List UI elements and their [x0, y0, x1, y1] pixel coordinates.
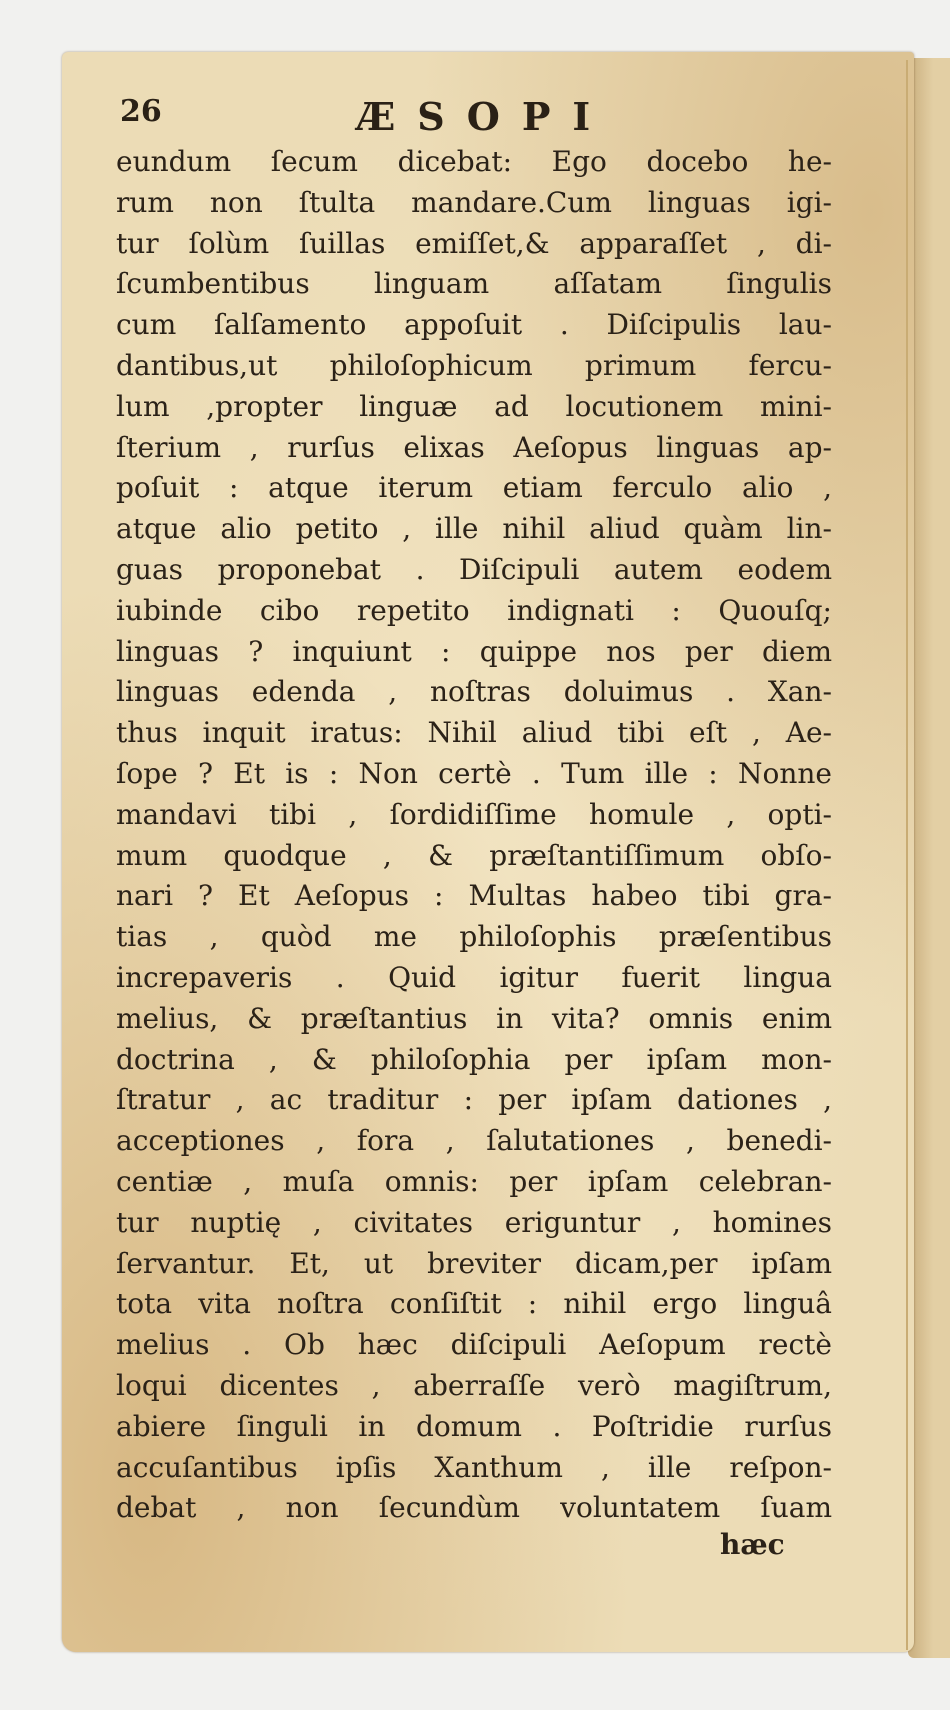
text-line: ſtratur , ac traditur : per ipſam dationes ,	[116, 1083, 832, 1117]
text-line: increpaveris . Quid igitur fuerit lingua	[116, 960, 832, 994]
text-line: ſterium , rurſus elixas Aeſopus linguas ap-	[116, 430, 832, 464]
text-line: linguas edenda , noſtras doluimus . Xan-	[116, 675, 832, 709]
text-line: tur ſolùm ſuillas emiſſet,& apparaſſet , di-	[116, 226, 832, 260]
text-line: linguas ? inquiunt : quippe nos per diem	[116, 634, 832, 668]
body-text	[116, 142, 832, 1529]
text-line: thus inquit iratus: Nihil aliud tibi eſt , Ae-	[116, 716, 832, 750]
text-line: loqui dicentes , aberraſſe verò magiſtrum,	[116, 1368, 832, 1402]
text-line: mum quodque , & præſtantiſſimum obſo-	[116, 838, 832, 872]
text-line: rum non ſtulta mandare.Cum linguas igi-	[116, 185, 832, 219]
catchword: hæc	[720, 1528, 785, 1561]
page-gutter	[906, 60, 908, 1650]
text-line: cum ſalſamento appoſuit . Diſcipulis lau-	[116, 308, 832, 342]
text-line: lum ,propter linguæ ad locutionem mini-	[116, 389, 832, 423]
text-line: dantibus,ut philoſophicum primum fercu-	[116, 348, 832, 382]
text-line: poſuit : atque iterum etiam ferculo alio ,	[116, 471, 832, 505]
text-line: melius . Ob hæc diſcipuli Aeſopum rectè	[116, 1328, 832, 1362]
page-header	[120, 94, 840, 144]
text-line: abiere ſinguli in domum . Poſtridie rurſus	[116, 1409, 832, 1443]
text-line: guas proponebat . Diſcipuli autem eodem	[116, 552, 832, 586]
page-number: 26	[120, 94, 162, 129]
text-line: tota vita noſtra conſiſtit : nihil ergo linguâ	[116, 1287, 832, 1321]
text-line: tias , quòd me philoſophis præſentibus	[116, 920, 832, 954]
text-line: nari ? Et Aeſopus : Multas habeo tibi gra-	[116, 879, 832, 913]
text-line: ſcumbentibus linguam aſſatam ſingulis	[116, 267, 832, 301]
text-line: acceptiones , fora , ſalutationes , benedi-	[116, 1124, 832, 1158]
text-line: centiæ , muſa omnis: per ipſam celebran-	[116, 1164, 832, 1198]
text-line: ſervantur. Et, ut breviter dicam,per ipſam	[116, 1246, 832, 1280]
text-line: iubinde cibo repetito indignati : Quouſq;	[116, 593, 832, 627]
text-line: debat , non ſecundùm voluntatem ſuam	[116, 1491, 832, 1525]
running-head: ÆSOPI	[356, 94, 613, 139]
text-line: mandavi tibi , ſordidiſſime homule , opti-	[116, 797, 832, 831]
text-line: tur nuptię , civitates eriguntur , homines	[116, 1205, 832, 1239]
text-line: ſope ? Et is : Non certè . Tum ille : Nonne	[116, 756, 832, 790]
text-line: doctrina , & philoſophia per ipſam mon-	[116, 1042, 832, 1076]
text-line: eundum ſecum dicebat: Ego docebo he-	[116, 145, 832, 178]
next-page-edge	[908, 58, 950, 1658]
text-line: atque alio petito , ille nihil aliud quàm lin-	[116, 512, 832, 546]
text-line: melius, & præſtantius in vita? omnis enim	[116, 1001, 832, 1035]
text-line: accuſantibus ipſis Xanthum , ille reſpon-	[116, 1450, 832, 1484]
